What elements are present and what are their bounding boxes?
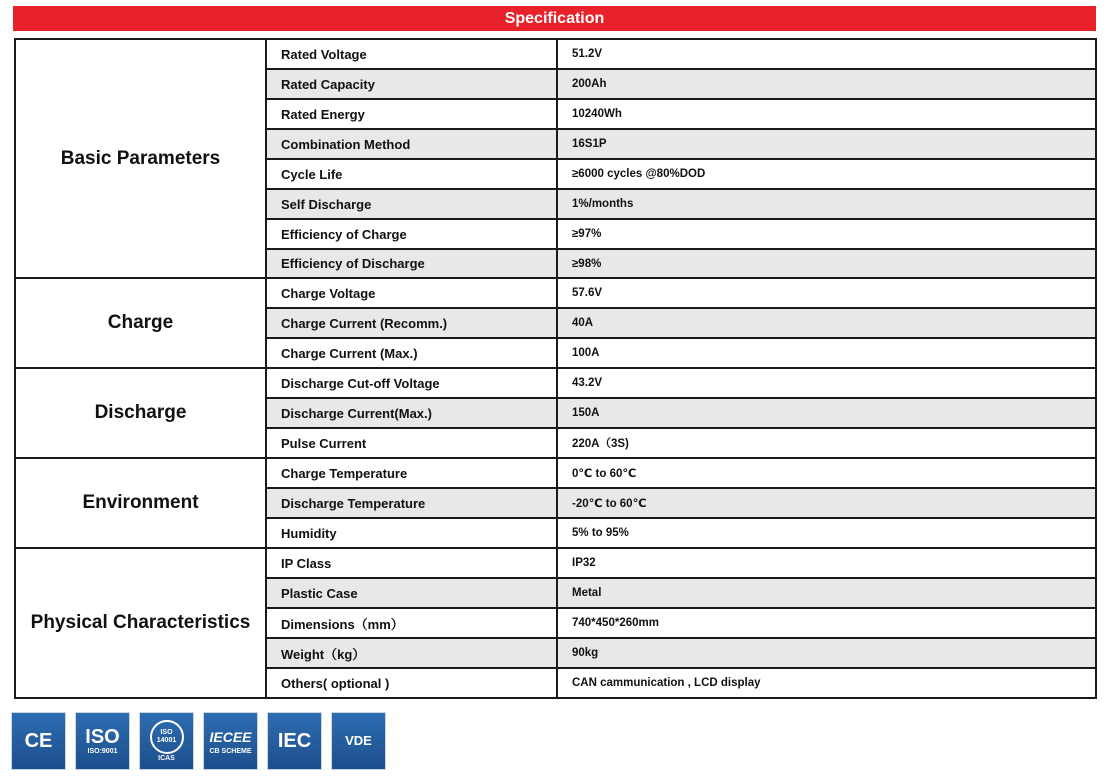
parameter-name: IP Class [266, 548, 557, 578]
parameter-name: Self Discharge [266, 189, 557, 219]
parameter-name: Combination Method [266, 129, 557, 159]
ce-mark-logo [11, 712, 66, 770]
parameter-value: 90kg [557, 638, 1096, 668]
section-label: Charge [15, 278, 266, 368]
parameter-value: 150A [557, 398, 1096, 428]
parameter-name: Discharge Temperature [266, 488, 557, 518]
parameter-value: 1%/months [557, 189, 1096, 219]
vde-logo [331, 712, 386, 770]
parameter-name: Weight（kg） [266, 638, 557, 668]
parameter-value: 43.2V [557, 368, 1096, 398]
parameter-value: 40A [557, 308, 1096, 338]
section-label: Basic Parameters [15, 39, 266, 278]
iec-logo [267, 712, 322, 770]
parameter-value: ≥6000 cycles @80%DOD [557, 159, 1096, 189]
parameter-value: -20℃ to 60℃ [557, 488, 1096, 518]
iec-text: IEC [277, 730, 312, 752]
parameter-value: 51.2V [557, 39, 1096, 69]
parameter-name: Charge Current (Recomm.) [266, 308, 557, 338]
parameter-name: Plastic Case [266, 578, 557, 608]
iecee-cb-logo [203, 712, 258, 770]
section-label: Physical Characteristics [15, 548, 266, 698]
parameter-value: 740*450*260mm [557, 608, 1096, 638]
parameter-name: Humidity [266, 518, 557, 548]
section-label: Environment [15, 458, 266, 548]
iso14001-text: ISO 14001 [156, 728, 177, 744]
parameter-name: Dimensions（mm） [266, 608, 557, 638]
parameter-value: Metal [557, 578, 1096, 608]
iso-logo-text: ISO [85, 725, 120, 748]
iso14001-subtext: ICAS [158, 754, 175, 762]
iso14001-seal [150, 720, 184, 754]
table-row [15, 458, 1096, 488]
parameter-name: Charge Current (Max.) [266, 338, 557, 368]
parameter-value: ≥97% [557, 219, 1096, 249]
parameter-value: 10240Wh [557, 99, 1096, 129]
cb-scheme-text: CB SCHEME [209, 747, 252, 755]
parameter-value: ≥98% [557, 249, 1096, 278]
parameter-value: CAN cammunication , LCD display [557, 668, 1096, 698]
parameter-name: Rated Capacity [266, 69, 557, 99]
parameter-name: Rated Energy [266, 99, 557, 129]
parameter-name: Pulse Current [266, 428, 557, 458]
iecee-text: IECEE [209, 728, 252, 745]
parameter-value: 220A（3S) [557, 428, 1096, 458]
parameter-value: 200Ah [557, 69, 1096, 99]
parameter-name: Cycle Life [266, 159, 557, 189]
specification-table [14, 38, 1097, 699]
specification-header [13, 6, 1096, 31]
table-row [15, 548, 1096, 578]
parameter-value: 0℃ to 60℃ [557, 458, 1096, 488]
section-label: Discharge [15, 368, 266, 458]
parameter-value: IP32 [557, 548, 1096, 578]
certification-logos [11, 712, 386, 770]
parameter-value: 57.6V [557, 278, 1096, 308]
parameter-name: Discharge Current(Max.) [266, 398, 557, 428]
parameter-name: Efficiency of Charge [266, 219, 557, 249]
parameter-name: Discharge Cut-off Voltage [266, 368, 557, 398]
table-row [15, 278, 1096, 308]
parameter-name: Rated Voltage [266, 39, 557, 69]
table-row [15, 368, 1096, 398]
parameter-value: 100A [557, 338, 1096, 368]
parameter-value: 5% to 95% [557, 518, 1096, 548]
parameter-name: Others( optional ) [266, 668, 557, 698]
iso14001-logo [139, 712, 194, 770]
parameter-name: Charge Voltage [266, 278, 557, 308]
ce-mark-text: CE [24, 730, 53, 752]
parameter-value: 16S1P [557, 129, 1096, 159]
table-row [15, 39, 1096, 69]
iso-logo-subtext: ISO:9001 [87, 747, 118, 755]
page-title: Specification [504, 9, 605, 27]
parameter-name: Efficiency of Discharge [266, 249, 557, 278]
parameter-name: Charge Temperature [266, 458, 557, 488]
iso9001-logo [75, 712, 130, 770]
vde-text: VDE [345, 733, 372, 748]
